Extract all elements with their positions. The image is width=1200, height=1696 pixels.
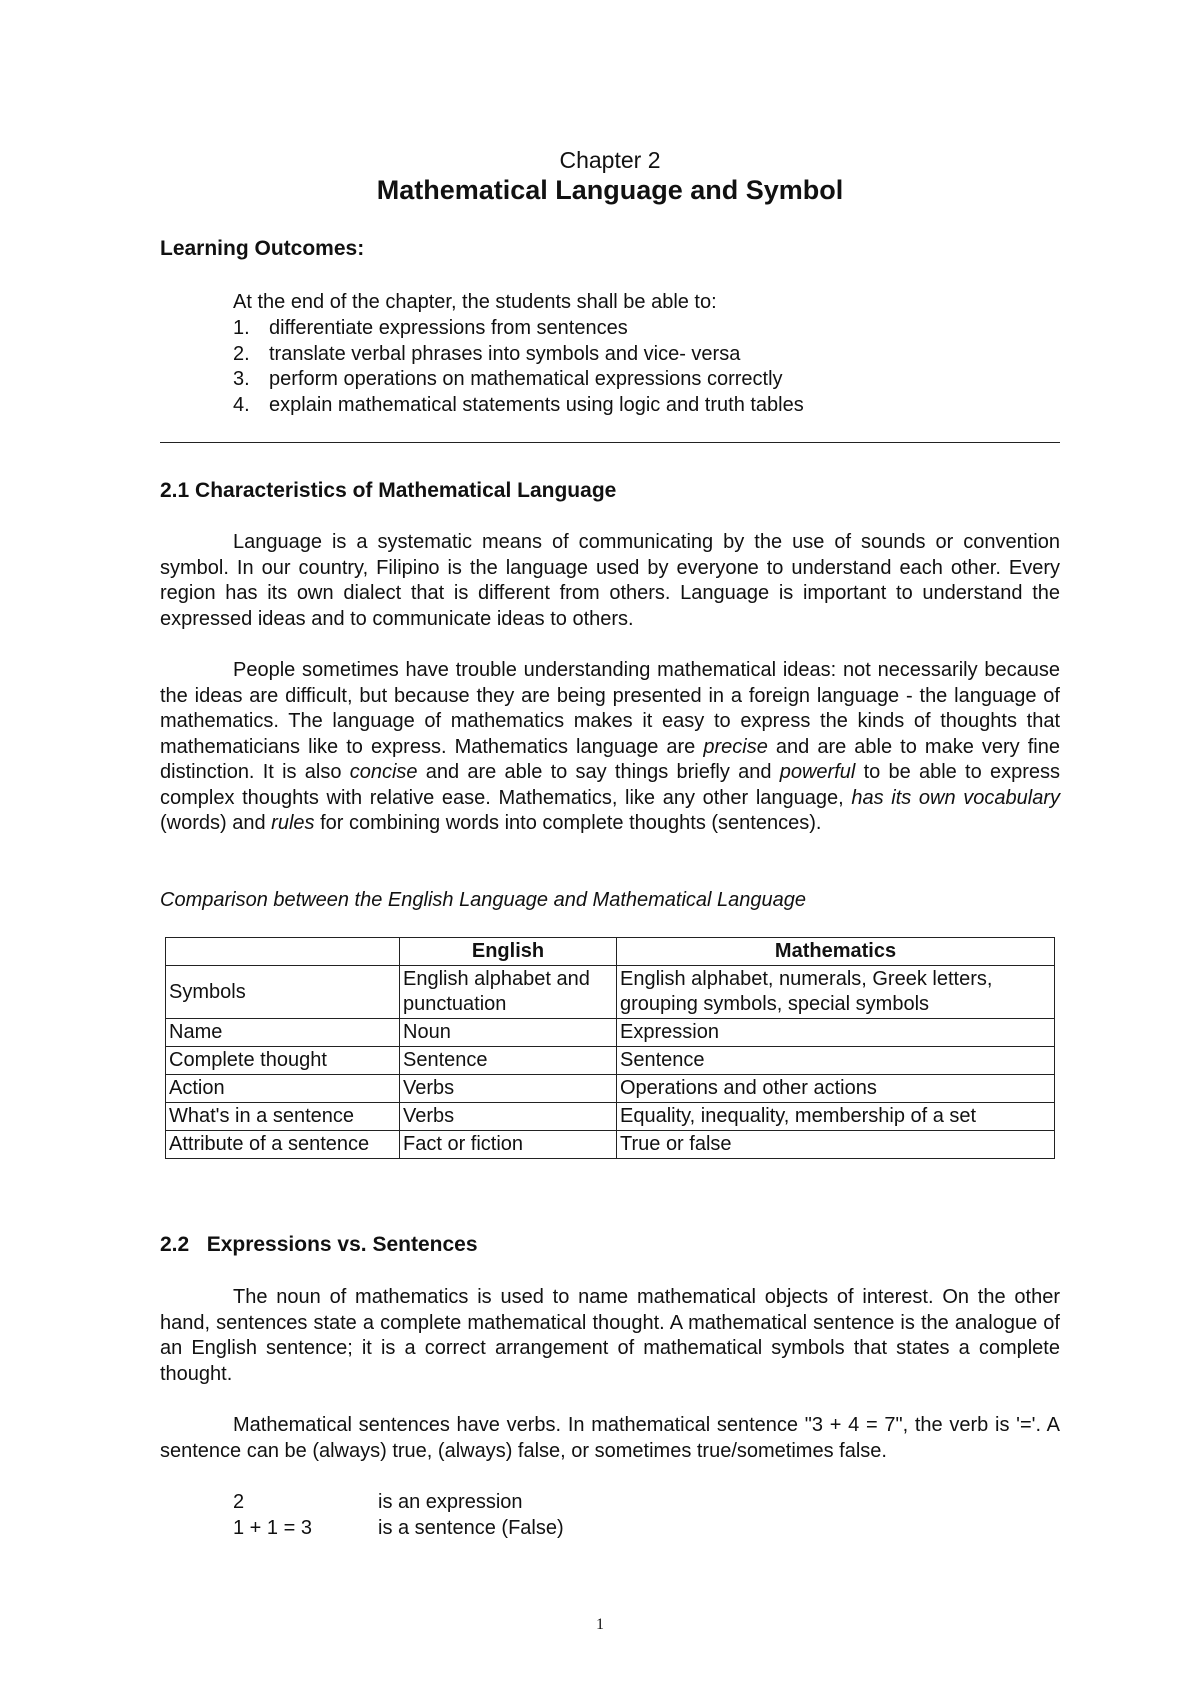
paragraph-text: to be able to express complex thoughts with relative ease. Mathematics, like any other language, bbox=[160, 761, 1060, 809]
table-cell: Sentence bbox=[617, 1047, 1055, 1075]
section-heading-2-2: 2.2 Expressions vs. Sentences bbox=[160, 1233, 478, 1256]
table-cell: Verbs bbox=[400, 1075, 617, 1103]
list-item-number: 3. bbox=[233, 368, 250, 390]
emphasis-text: has its own vocabulary bbox=[851, 786, 1060, 809]
emphasis-text: precise bbox=[703, 735, 768, 758]
table-cell: Attribute of a sentence bbox=[166, 1131, 400, 1159]
table-row bbox=[166, 1131, 1055, 1159]
list-item-text: translate verbal phrases into symbols and vice- versa bbox=[269, 342, 741, 365]
table-cell: Fact or fiction bbox=[400, 1131, 617, 1159]
paragraph-noun-of-mathematics: The noun of mathematics is used to name mathematical objects of interest. On the other hand, sentences state a complete mathematical thought. A mathematical sentence is the analogue of an English sentence; it is a correct arrangement of mathematical symbols that states a complete thought. bbox=[160, 1286, 1060, 1385]
list-item-number: 2. bbox=[233, 342, 250, 365]
table-cell: Noun bbox=[400, 1019, 617, 1047]
table-cell: Name bbox=[166, 1019, 400, 1047]
learning-outcomes-intro: At the end of the chapter, the students shall be able to: bbox=[233, 291, 717, 313]
table-cell: True or false bbox=[617, 1131, 1055, 1159]
list-item-number: 4. bbox=[233, 393, 250, 416]
table-cell: Sentence bbox=[400, 1047, 617, 1075]
learning-outcomes-list bbox=[233, 316, 804, 418]
table-header-cell: Mathematics bbox=[617, 938, 1055, 966]
table-cell: Symbols bbox=[166, 966, 400, 1019]
list-item-number: 1. bbox=[233, 317, 250, 339]
example-row bbox=[233, 1490, 523, 1516]
table-row bbox=[166, 966, 1055, 1019]
table-row bbox=[166, 1103, 1055, 1131]
table-cell: Operations and other actions bbox=[617, 1075, 1055, 1103]
example-expression: 2 bbox=[233, 1491, 245, 1513]
emphasis-text: rules bbox=[271, 812, 315, 834]
table-cell: Equality, inequality, membership of a set bbox=[617, 1103, 1055, 1131]
table-header-row bbox=[166, 938, 1055, 966]
table-row bbox=[166, 1019, 1055, 1047]
table-header-cell: English bbox=[400, 938, 617, 966]
list-item bbox=[233, 316, 804, 342]
list-item-text: differentiate expressions from sentences bbox=[269, 317, 628, 339]
table-row bbox=[166, 1047, 1055, 1075]
paragraph-text: People sometimes have trouble understanding mathematical ideas: not necessarily because the ideas are difficult, but because they are being presented in a foreign language - the language of mathematics. The language of mathematics makes it easy to express the kinds of thoughts that mathematicians like to express. Mathematics language are bbox=[160, 659, 1060, 758]
paragraph-mathematical-language bbox=[160, 658, 1060, 837]
example-description: is a sentence (False) bbox=[378, 1517, 564, 1539]
emphasis-text: concise bbox=[349, 761, 418, 783]
example-description: is an expression bbox=[378, 1491, 523, 1513]
list-item bbox=[233, 342, 804, 368]
paragraph-text: and are able to make very fine distinction. It is also bbox=[160, 735, 1060, 783]
example-row bbox=[233, 1516, 564, 1542]
table-header-cell bbox=[166, 938, 400, 966]
list-item bbox=[233, 367, 804, 393]
table-caption: Comparison between the English Language and Mathematical Language bbox=[160, 889, 807, 911]
comparison-table bbox=[165, 937, 1055, 1159]
emphasis-text: powerful bbox=[779, 761, 856, 783]
table-cell: What's in a sentence bbox=[166, 1103, 400, 1131]
paragraph-mathematical-sentences: Mathematical sentences have verbs. In mathematical sentence "3 + 4 = 7", the verb is '='. A sentence can be (always) true, (always) false, or sometimes true/sometimes false. bbox=[160, 1414, 1060, 1462]
paragraph-text: for combining words into complete thoughts (sentences). bbox=[314, 812, 822, 834]
list-item-text: explain mathematical statements using logic and truth tables bbox=[269, 393, 804, 416]
table-cell: Complete thought bbox=[166, 1047, 400, 1075]
section-divider bbox=[160, 442, 1060, 443]
paragraph-text: (words) and bbox=[160, 812, 272, 834]
table-cell: English alphabet and punctuation bbox=[400, 966, 617, 1019]
paragraph-language-definition: Language is a systematic means of communicating by the use of sounds or convention symbol. In our country, Filipino is the language used by everyone to understand each other. Every region has its own dialect that is different from others. Language is important to understand the expressed ideas and to communicate ideas to others. bbox=[160, 531, 1060, 630]
table-cell: Verbs bbox=[400, 1103, 617, 1131]
list-item-text: perform operations on mathematical expressions correctly bbox=[269, 368, 783, 390]
list-item bbox=[233, 393, 804, 419]
page-title: Mathematical Language and Symbol bbox=[376, 175, 844, 205]
table-cell: English alphabet, numerals, Greek letters, grouping symbols, special symbols bbox=[617, 966, 1055, 1019]
page-number: 1 bbox=[596, 1616, 604, 1633]
table-row bbox=[166, 1075, 1055, 1103]
table-cell: Expression bbox=[617, 1019, 1055, 1047]
example-expression: 1 + 1 = 3 bbox=[233, 1517, 312, 1539]
learning-outcomes-heading: Learning Outcomes: bbox=[160, 237, 365, 260]
section-heading-2-1: 2.1 Characteristics of Mathematical Language bbox=[160, 479, 617, 502]
chapter-label: Chapter 2 bbox=[559, 147, 661, 173]
paragraph-text: and are able to say things briefly and bbox=[417, 761, 780, 783]
table-cell: Action bbox=[166, 1075, 400, 1103]
